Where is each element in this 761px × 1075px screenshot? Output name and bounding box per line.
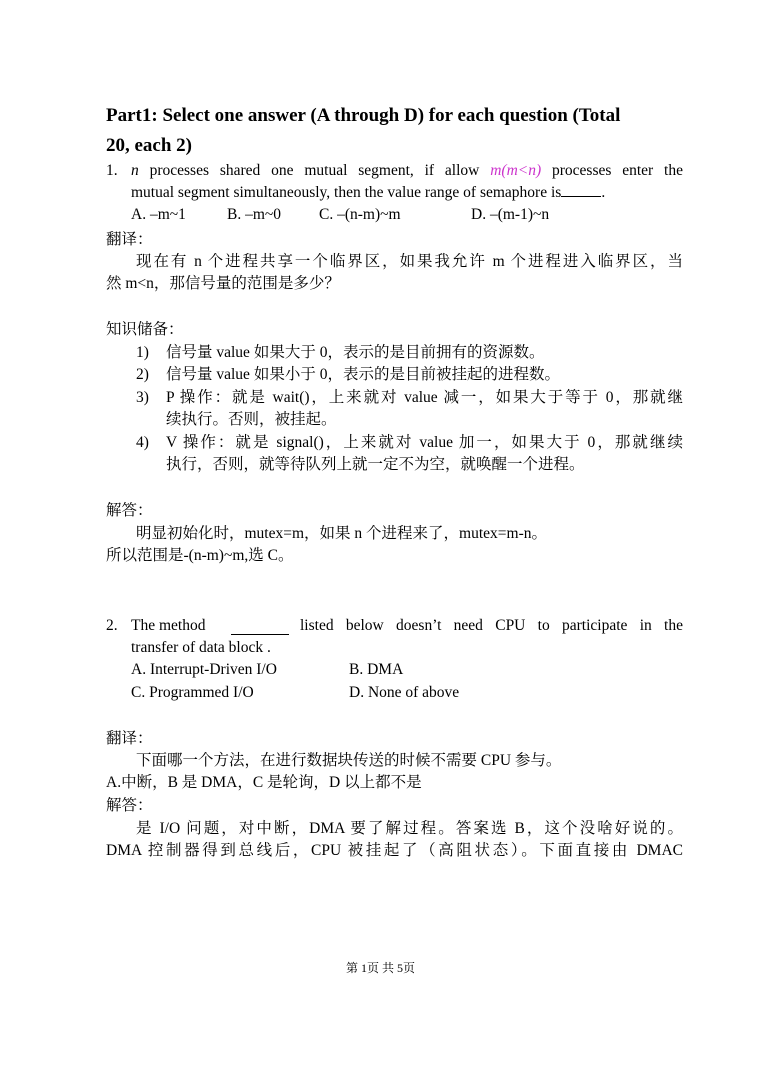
q1-option-b: B. –m~0	[227, 206, 282, 223]
q1-translation-line1: 现在有 n 个进程共享一个临界区，如果我允许 m 个进程进入临界区，当	[136, 253, 683, 270]
q2-translation-line2: A.中断，B 是 DMA，C 是轮询，D 以上都不是	[106, 774, 422, 791]
knowledge-item-number: 3)	[136, 389, 149, 406]
q2-stem-line1-b: listed below doesn’t need CPU to participate in the	[300, 617, 683, 634]
q2-stem-line1-a: The method	[131, 617, 206, 634]
q2-answer-label: 解答：	[106, 797, 153, 814]
q2-translation-label: 翻译：	[106, 730, 153, 747]
knowledge-item-number: 2)	[136, 366, 149, 383]
knowledge-item-text: 信号量 value 如果小于 0，表示的是目前被挂起的进程数。	[166, 366, 560, 383]
q2-answer-line2: DMA 控制器得到总线后，CPU 被挂起了（高阻状态）。下面直接由 DMAC	[106, 842, 683, 859]
q1-answer-label: 解答：	[106, 502, 153, 519]
part-heading-line2: 20, each 2)	[106, 135, 193, 156]
knowledge-item-text-cont: 执行，否则，就等待队列上就一定不为空，就唤醒一个进程。	[166, 456, 585, 473]
q2-answer-line1: 是 I/O 问题，对中断，DMA 要了解过程。答案选 B，这个没啥好说的。	[136, 820, 683, 837]
answer-blank	[231, 620, 289, 635]
knowledge-item-text-cont: 续执行。否则，被挂起。	[166, 411, 337, 428]
part-heading-line1: Part1: Select one answer (A through D) for each question (Total	[106, 105, 621, 126]
q2-stem-line2: transfer of data block .	[131, 639, 271, 656]
q1-knowledge-label: 知识储备：	[106, 321, 184, 338]
q1-answer-line1: 明显初始化时，mutex=m，如果 n 个进程来了，mutex=m-n。	[136, 525, 547, 542]
q2-number: 2.	[106, 617, 118, 634]
q1-option-d: D. –(m-1)~n	[471, 206, 550, 223]
q1-translation-label: 翻译：	[106, 231, 153, 248]
answer-blank	[561, 182, 601, 197]
q1-option-c: C. –(n-m)~m	[319, 206, 401, 223]
q1-translation-line2: 然 m<n，那信号量的范围是多少？	[106, 275, 340, 292]
q1-stem-line2: mutual segment simultaneously, then the value range of semaphore is .	[131, 184, 606, 201]
q2-translation-line1: 下面哪一个方法，在进行数据块传送的时候不需要 CPU 参与。	[136, 752, 562, 769]
q1-stem-line1: n processes shared one mutual segment, if allow m(m<n) processes enter the	[131, 162, 683, 179]
q1-option-a: A. –m~1	[131, 206, 186, 223]
q1-answer-line2: 所以范围是-(n-m)~m,选 C。	[106, 547, 294, 564]
q2-option-b: B. DMA	[349, 661, 404, 678]
knowledge-item-text: P 操作：就是 wait()，上来就对 value 减一，如果大于等于 0，那就继	[166, 389, 683, 406]
knowledge-item-text: 信号量 value 如果大于 0，表示的是目前拥有的资源数。	[166, 344, 545, 361]
knowledge-item-number: 4)	[136, 434, 149, 451]
q2-option-d: D. None of above	[349, 684, 460, 701]
page-footer: 第 1页 共 5页	[345, 961, 415, 975]
q1-number: 1.	[106, 162, 118, 179]
q2-option-a: A. Interrupt-Driven I/O	[131, 661, 277, 678]
knowledge-item-text: V 操作：就是 signal()，上来就对 value 加一，如果大于 0，那就继续	[166, 434, 683, 451]
q2-option-c: C. Programmed I/O	[131, 684, 254, 701]
knowledge-item-number: 1)	[136, 344, 149, 361]
